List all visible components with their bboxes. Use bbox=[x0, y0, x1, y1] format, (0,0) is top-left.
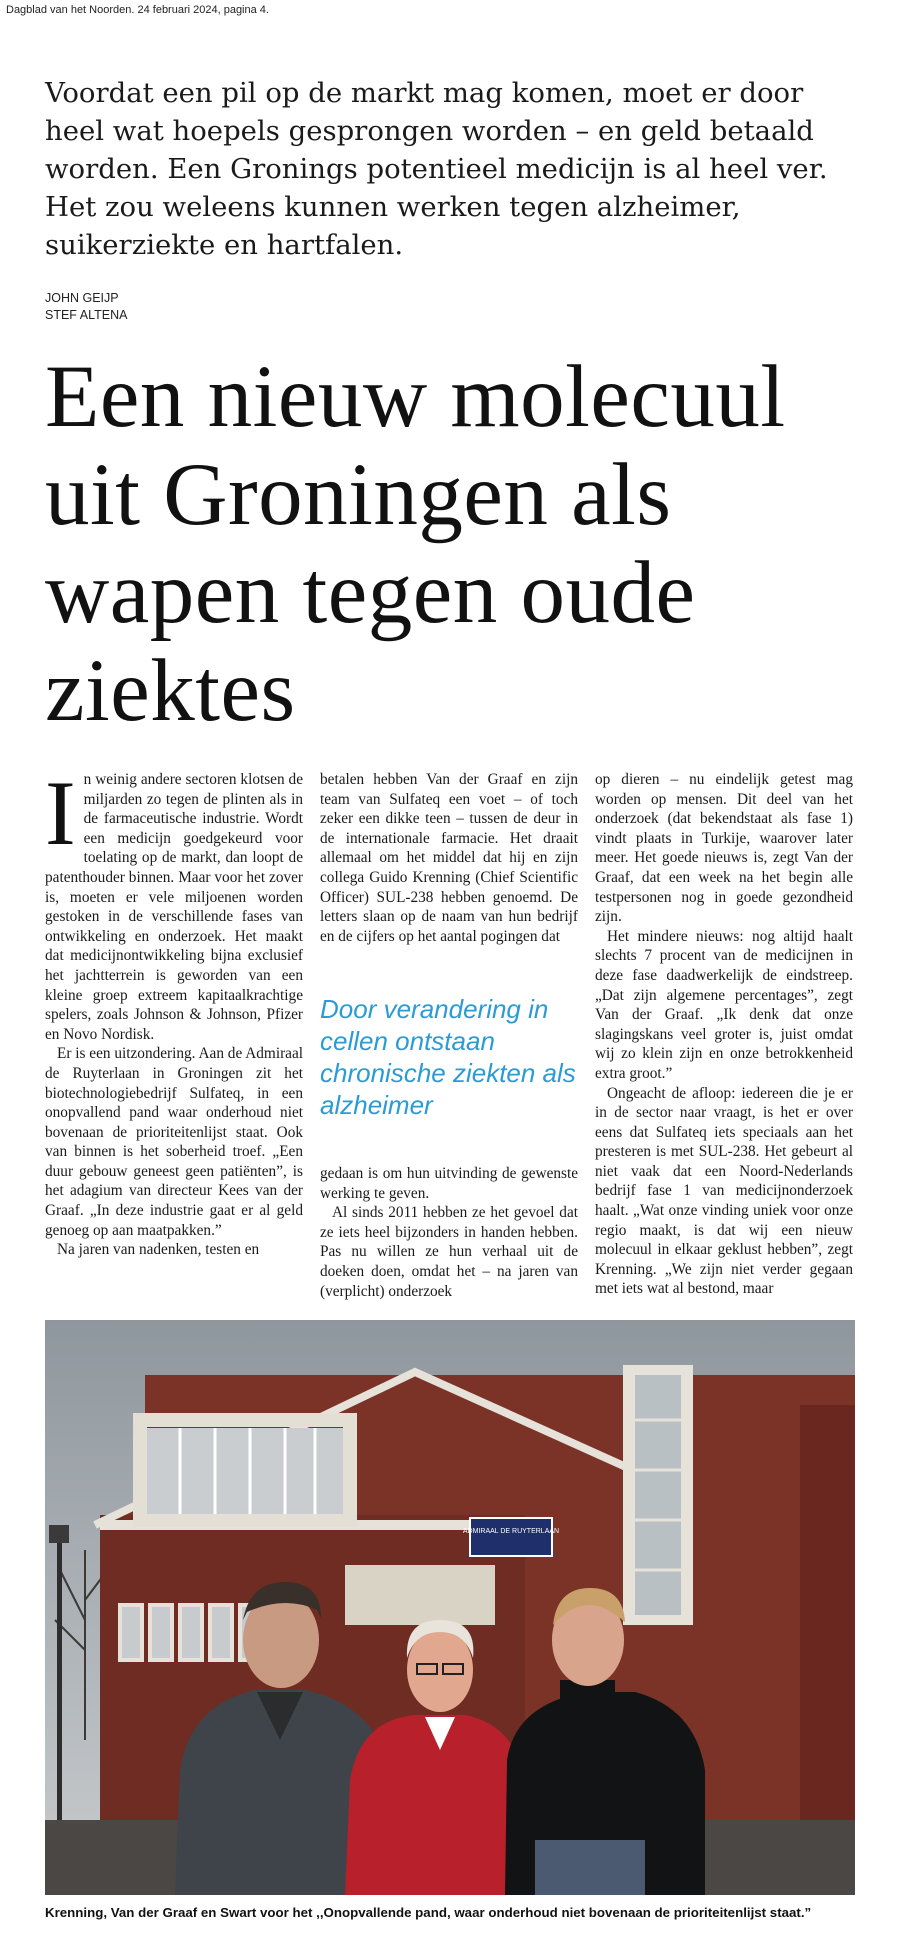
bylines bbox=[45, 290, 127, 324]
paragraph: Na jaren van nadenken, testen en bbox=[57, 1241, 260, 1259]
article-column-1 bbox=[45, 762, 303, 1260]
headline: Een nieuw molecuul uit Groningen als wapen tegen oude ziektes bbox=[45, 348, 786, 740]
street-sign-text: ADMIRAAL DE RUYTERLAAN bbox=[462, 1528, 560, 1535]
article-photo bbox=[45, 1320, 855, 1895]
drop-cap: I bbox=[45, 762, 76, 864]
source-line: Dagblad van het Noorden. 24 februari 2024, pagina 4. bbox=[6, 4, 269, 16]
photo-caption: Krenning, Van der Graaf en Swart voor het ,,Onopvallende pand, waar onderhoud niet bovenaan de prioriteitenlijst staat.” bbox=[45, 1905, 812, 1920]
street-sign bbox=[470, 1518, 552, 1556]
paragraph: Het mindere nieuws: nog altijd haalt slechts 7 procent van de medicijnen in deze fase daadwerkelijk de eindstreep. „Dat zijn algemene percentages”, zegt Van der Graaf. „Ik denk dat onze slagingskans veel groter is, juist omdat wij zo klein zijn en onze betrokkenheid extra groot.” bbox=[595, 927, 853, 1082]
article-column-2-continued bbox=[320, 1164, 578, 1301]
article-column-3 bbox=[595, 770, 853, 1299]
author-name: STEF ALTENA bbox=[45, 308, 128, 322]
paragraph: Al sinds 2011 hebben ze het gevoel dat ze iets heel bijzonders in handen hebben. Pas nu willen ze hun verhaal uit de doeken doen, omdat het – na jaren van (verplicht) onderzoek bbox=[320, 1204, 578, 1300]
paragraph: gedaan is om hun uitvinding de gewenste werking te geven. bbox=[320, 1165, 578, 1202]
paragraph: op dieren – nu eindelijk getest mag worden op mensen. Dit deel van het onderzoek (dat bekendstaat als fase 1) vindt plaats in Turkije, waarover later meer. Het goede nieuws is, zegt Van der Graaf, dat een week na het begin alle testpersonen nog in goede gezondheid zijn. bbox=[595, 771, 853, 926]
pull-quote: Door verandering in cellen ontstaan chronische ziekten als alzheimer bbox=[320, 994, 576, 1120]
paragraph-text: n weinig andere sectoren klotsen de miljarden zo tegen de plinten als in de farmaceutische industrie. Wordt een medicijn goedgekeurd voor toelating op de markt, dan loopt de patenthouder binnen. Maar voor het zover is, moeten er vele miljoenen worden gestoken in de verschillende fases van ontwikkeling en onderzoek. Het maakt dat medicijnontwikkeling bijna exclusief het jachtterrein is geworden van een kleine groep extreem kapitaalkrachtige spelers, zoals Johnson & Johnson, Pfizer en Novo Nordisk. bbox=[45, 771, 303, 1043]
photo-illustration bbox=[45, 1320, 855, 1895]
paragraph: Ongeacht de afloop: iedereen die je er in de sector naar vraagt, is het er over eens dat Sulfateq iets speciaals aan het presteren is met SUL-238. Het gebeurt al niet vaak dat een Noord-Nederlands bedrijf fase 1 van medicijnonderzoek haalt. „Wat onze vinding uniek voor onze regio maakt, is dat wij een nieuw molecuul in elkaar geklust hebben”, zegt Krenning. „We zijn niet verder gegaan met iets wat al bestond, maar bbox=[595, 1084, 853, 1298]
paragraph: Er is een uitzondering. Aan de Admiraal de Ruyterlaan in Groningen zit het biotechnologiebedrijf Sulfateq, in een onopvallend pand waar onderhoud niet bovenaan de prioriteitenlijst staat. Ook van binnen is het soberheid troef. „Een duur gebouw geneest geen patiënten”, is het adagium van directeur Kees van der Graaf. „In deze industrie gaat er al geld genoeg op aan maatpakken.” bbox=[45, 1045, 303, 1239]
article-intro: Voordat een pil op de markt mag komen, moet er door heel wat hoepels gesprongen worden – en geld betaald worden. Een Gronings potentieel medicijn is al heel ver. Het zou weleens kunnen werken tegen alzheimer, suikerziekte en hartfalen. bbox=[45, 77, 828, 261]
paragraph: betalen hebben Van der Graaf en zijn team van Sulfateq een voet – of toch zeker een dikke teen – tussen de deur in de internationale farmacie. Het draait allemaal om het middel dat hij en zijn collega Guido Krenning (Chief Scientific Officer) SUL-238 hebben genoemd. De letters slaan op de naam van hun bedrijf en de cijfers op het aantal pogingen dat bbox=[320, 771, 578, 945]
paragraph bbox=[45, 762, 303, 1044]
author-name: JOHN GEIJP bbox=[45, 291, 119, 305]
article-column-2 bbox=[320, 770, 578, 946]
